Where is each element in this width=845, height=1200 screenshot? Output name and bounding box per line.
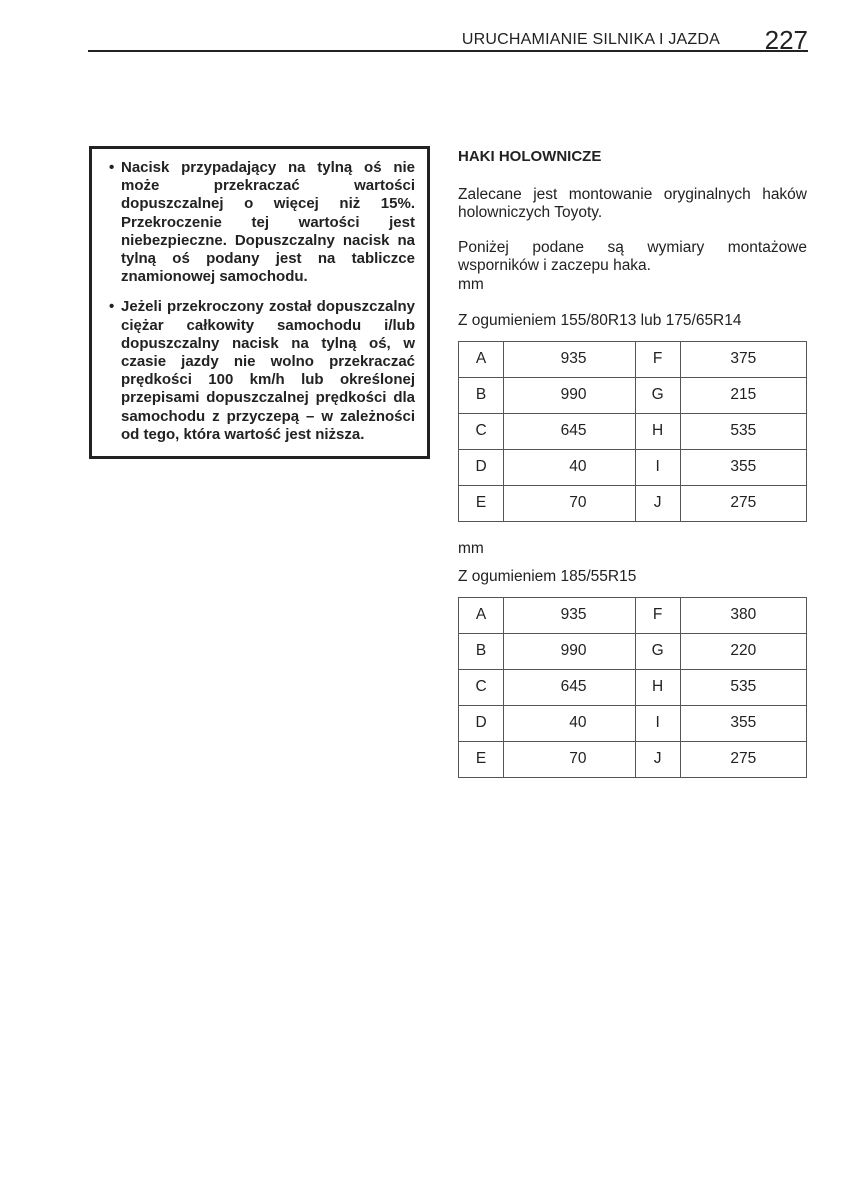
- table-cell: G: [635, 633, 680, 669]
- table-cell: 275: [680, 741, 806, 777]
- table-row: [459, 597, 807, 633]
- table-cell: E: [459, 485, 504, 521]
- unit-label: mm: [458, 539, 484, 557]
- table-cell: F: [635, 341, 680, 377]
- warning-text: Jeżeli przekroczony został dopuszczalny ciężar całkowity samochodu i/lub dopuszczalny nacisk na tylną oś, w czasie jazdy nie wolno przekraczać prędkości 100 km/h lub określonej przepisami dopuszczalnej prędkości dla samochodu z przyczepą – w zależności od tego, która wartość jest niższa.: [121, 298, 415, 443]
- dimensions-paragraph: Poniżej podane są wymiary montażowe wsporników i zaczepu haka.: [458, 238, 807, 274]
- table-cell: 935: [504, 341, 635, 377]
- header-title: URUCHAMIANIE SILNIKA I JAZDA: [461, 31, 720, 48]
- bullet-icon: •: [109, 159, 115, 176]
- table-cell: I: [635, 449, 680, 485]
- warning-item: [109, 159, 415, 286]
- table-cell: 355: [680, 705, 806, 741]
- table-cell: H: [635, 669, 680, 705]
- table-cell: C: [459, 669, 504, 705]
- table-cell: D: [459, 449, 504, 485]
- table-row: [459, 341, 807, 377]
- table-cell: I: [635, 705, 680, 741]
- table-cell: 935: [504, 597, 635, 633]
- table-cell: B: [459, 377, 504, 413]
- table-cell: E: [459, 741, 504, 777]
- table-row: [459, 413, 807, 449]
- table-row: [459, 377, 807, 413]
- table-cell: 535: [680, 413, 806, 449]
- table-cell: 535: [680, 669, 806, 705]
- table-cell: 40: [504, 705, 635, 741]
- unit-label: mm: [458, 275, 484, 293]
- table-cell: A: [459, 597, 504, 633]
- table-cell: 40: [504, 449, 635, 485]
- header-rule: [88, 50, 808, 52]
- table-row: [459, 669, 807, 705]
- intro-paragraph: Zalecane jest montowanie oryginalnych haków holowniczych Toyoty.: [458, 185, 807, 221]
- dimensions-table-1: [458, 341, 807, 522]
- dimensions-table-2: [458, 597, 807, 778]
- table-cell: 375: [680, 341, 806, 377]
- towing-hooks-section: [458, 148, 807, 778]
- table-cell: 990: [504, 633, 635, 669]
- table-row: [459, 633, 807, 669]
- table-cell: H: [635, 413, 680, 449]
- table-caption: Z ogumieniem 185/55R15: [458, 568, 637, 585]
- table-row: [459, 705, 807, 741]
- table-caption: Z ogumieniem 155/80R13 lub 175/65R14: [458, 312, 742, 329]
- table-cell: 215: [680, 377, 806, 413]
- table-cell: 70: [504, 485, 635, 521]
- warning-item: [109, 298, 415, 444]
- table-cell: J: [635, 485, 680, 521]
- table-cell: 645: [504, 669, 635, 705]
- table-row: [459, 449, 807, 485]
- table-cell: 990: [504, 377, 635, 413]
- table-row: [459, 485, 807, 521]
- table-cell: 355: [680, 449, 806, 485]
- table-cell: J: [635, 741, 680, 777]
- table-cell: 380: [680, 597, 806, 633]
- table-cell: F: [635, 597, 680, 633]
- table-cell: D: [459, 705, 504, 741]
- table-cell: 645: [504, 413, 635, 449]
- table-cell: A: [459, 341, 504, 377]
- table-cell: C: [459, 413, 504, 449]
- table-cell: 275: [680, 485, 806, 521]
- warning-box: [89, 146, 430, 459]
- page-number: 227: [764, 25, 808, 55]
- warning-text: Nacisk przypadający na tylną oś nie może przekraczać wartości dopuszczalnej o więcej niż 15%. Przekroczenie tej wartości jest niebezpieczne. Dopuszczalny nacisk na tylną oś podany jest na tabliczce znamionowej samochodu.: [121, 159, 415, 286]
- table-cell: B: [459, 633, 504, 669]
- table-cell: 70: [504, 741, 635, 777]
- section-title: HAKI HOLOWNICZE: [458, 148, 602, 165]
- table-row: [459, 741, 807, 777]
- table-cell: G: [635, 377, 680, 413]
- table-cell: 220: [680, 633, 806, 669]
- bullet-icon: •: [109, 298, 115, 316]
